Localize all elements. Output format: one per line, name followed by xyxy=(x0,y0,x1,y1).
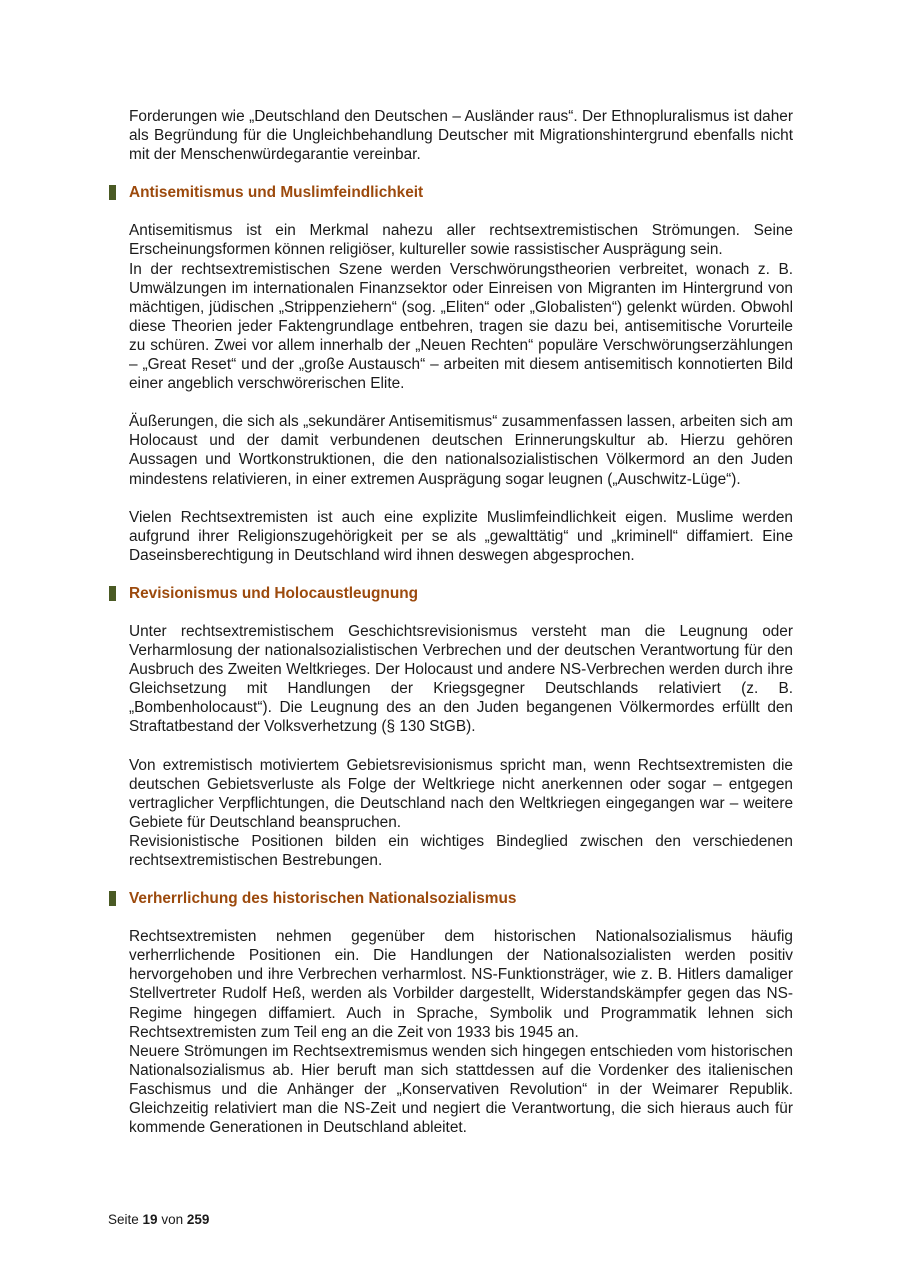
antisemitismus-paragraph-1: Antisemitismus ist ein Merkmal nahezu aller rechtsextremistischen Strömungen. Seine Erscheinungsformen können religiöser, kultureller sowie rassistischer Ausprägung sein. xyxy=(129,222,793,259)
revisionismus-paragraph-1: Unter rechtsextremistischem Geschichtsrevisionismus versteht man die Leugnung oder Verharmlosung der nationalsozialistischen Verbrechen und der deutschen Verantwortung für den Ausbruch des Zweiten Weltkrieges. Der Holocaust und andere NS-Verbrechen werden durch ihre Gleichsetzung mit Handlungen der Kriegsgegner Deutschlands relativiert (z. B. „Bombenholocaust“). Die Leugnung des an den Juden begangenen Völkermordes erfüllt den Straftatbestand der Volksverhetzung (§ 130 StGB). xyxy=(129,622,793,736)
section-heading-revisionismus xyxy=(129,584,793,603)
section-heading-antisemitismus xyxy=(129,183,793,202)
section-heading-text: Revisionismus und Holocaustleugnung xyxy=(129,584,419,602)
footer-total-pages: 259 xyxy=(186,1212,210,1227)
verherrlichung-paragraph-1: Rechtsextremisten nehmen gegenüber dem historischen Nationalsozialismus häufig verherrlichende Positionen ein. Die Handlungen der Nationalsozialisten werden positiv hervorgehoben und ihre Verbrechen verharmlost. NS-Funktionsträger, wie z. B. Hitlers damaliger Stellvertreter Rudolf Heß, werden als Vorbilder dargestellt, Widerstandskämpfer gegen das NS-Regime hingegen diffamiert. Auch in Sprache, Symbolik und Programmatik lehnen sich Rechtsextremisten zum Teil eng an die Zeit von 1933 bis 1945 an. xyxy=(129,928,793,1041)
page-body xyxy=(129,107,793,1137)
revisionismus-paragraph-2: Von extremistisch motiviertem Gebietsrevisionismus spricht man, wenn Rechtsextremisten die deutschen Gebietsverluste als Folge der Weltkriege nicht anerkennen oder sogar – entgegen vertraglicher Verpflichtungen, die Deutschland nach den Weltkriegen eingegangen war – weitere Gebiete für Deutschland beanspruchen. xyxy=(129,756,793,831)
section-bullet-icon xyxy=(109,586,116,601)
section-heading-text: Verherrlichung des historischen Nationalsozialismus xyxy=(129,890,517,908)
revisionismus-paragraph-3: Revisionistische Positionen bilden ein wichtiges Bindeglied zwischen den verschiedenen rechtsextremistischen Bestrebungen. xyxy=(129,832,793,869)
intro-paragraph: Forderungen wie „Deutschland den Deutschen – Ausländer raus“. Der Ethnopluralismus ist daher als Begründung für die Ungleichbehandlung Deutscher mit Migrationshintergrund ebenfalls nicht mit der Menschenwürdegarantie vereinbar. xyxy=(129,108,793,164)
section-bullet-icon xyxy=(109,185,116,200)
antisemitismus-paragraph-2: In der rechtsextremistischen Szene werden Verschwörungstheorien verbreitet, wonach z. B. Umwälzungen im internationalen Finanzsektor oder Einreisen von Migranten im Hintergrund von mächtigen, jüdischen „Strippenziehern“ (sog. „Eliten“ oder „Globalisten“) gelenkt würden. Obwohl diese Theorien jeder Faktengrundlage entbehren, tragen sie dazu bei, antisemitische Vorurteile zu schüren. Zwei vor allem innerhalb der „Neuen Rechten“ populäre Verschwörungserzählungen – „Great Reset“ und der „große Austausch“ – arbeiten mit diesem antisemitisch konnotierten Bild einer angeblich verschwörerischen Elite. xyxy=(129,260,793,393)
section-heading-verherrlichung xyxy=(129,889,793,908)
section-heading-text: Antisemitismus und Muslimfeindlichkeit xyxy=(129,184,424,202)
verherrlichung-paragraph-2: Neuere Strömungen im Rechtsextremismus wenden sich hingegen entschieden vom historischen Nationalsozialismus ab. Hier beruft man sich stattdessen auf die Vordenker des italienischen Faschismus und die Anhänger der „Konservativen Revolution“ in der Weimarer Republik. Gleichzeitig relativiert man die NS-Zeit und negiert die Verantwortung, die sich hieraus auch für kommende Generationen in Deutschland ableitet. xyxy=(129,1042,793,1137)
antisemitismus-paragraph-4: Vielen Rechtsextremisten ist auch eine explizite Muslimfeindlichkeit eigen. Muslime werden aufgrund ihrer Religionszugehörigkeit per se als „gewalttätig“ und „kriminell“ diffamiert. Eine Daseinsberechtigung in Deutschland wird ihnen deswegen abgesprochen. xyxy=(129,508,793,564)
footer-current-page: 19 xyxy=(142,1212,158,1227)
section-bullet-icon xyxy=(109,891,116,906)
footer-prefix: Seite xyxy=(108,1212,139,1227)
footer-separator: von xyxy=(161,1212,184,1227)
antisemitismus-paragraph-3: Äußerungen, die sich als „sekundärer Antisemitismus“ zusammenfassen lassen, arbeiten sich am Holocaust und der damit verbundenen deutschen Erinnerungskultur ab. Hierzu gehören Aussagen und Wortkonstruktionen, die den nationalsozialistischen Völkermord an den Juden mindestens relativieren, in einer extremen Ausprägung sogar leugnen („Auschwitz-Lüge“). xyxy=(129,413,793,488)
page-footer xyxy=(108,1212,209,1227)
